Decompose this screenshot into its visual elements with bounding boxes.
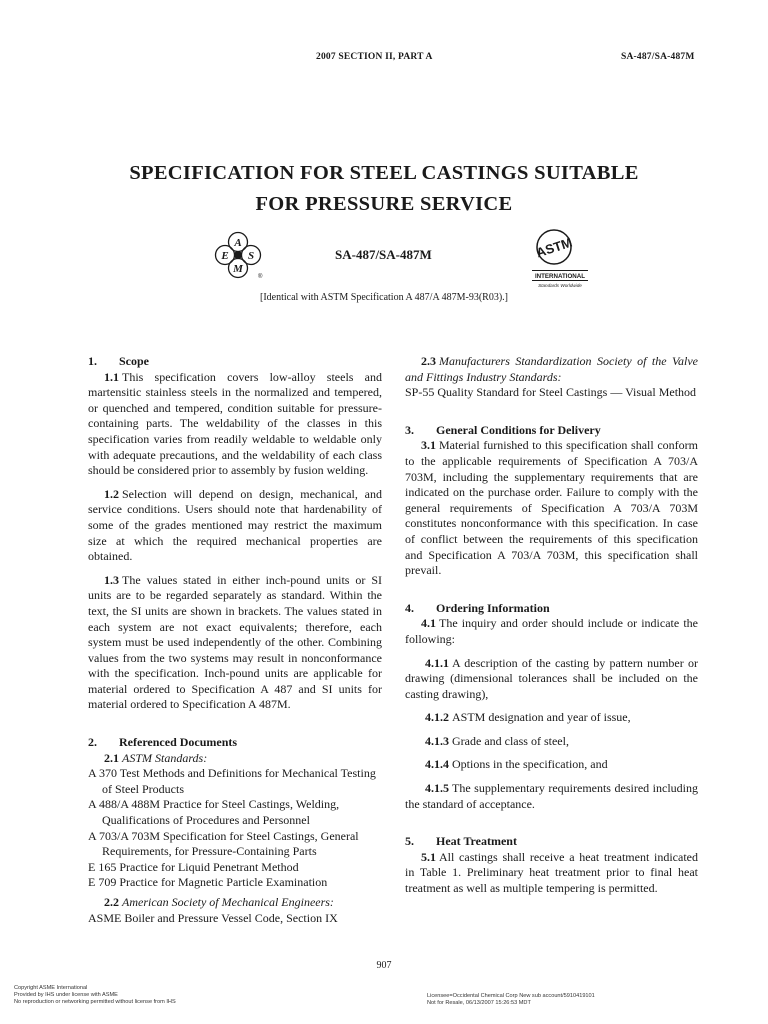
astm-wordmark: ASTM [534, 234, 574, 261]
right-column [405, 354, 698, 897]
left-column [88, 354, 382, 926]
asme-logo [212, 230, 266, 282]
reference-e165: E 165 Practice for Liquid Penetrant Method [88, 859, 299, 874]
running-header-section: 2007 SECTION II, PART A [316, 52, 433, 62]
section-heading-referenced-documents: 2. Referenced Documents [88, 735, 238, 750]
paragraph-3-1: 3.1 Material furnished to this specification shall conform to the applicable requirements of Specification A 703/A 703M, including the supplementary requirements that are indicated on the purchase order. Failure to comply with the general requirements of Specification A 703/A 703M constitutes nonconformance with this specification. In case of conflict between the requirements of this specification and Specification A 703/A 703M, this specification shall prevail. [405, 438, 698, 578]
title-line-2: FOR PRESSURE SERVICE [255, 193, 513, 215]
paragraph-2-3: 2.3 Manufacturers Standardization Society of the Valve and Fittings Industry Standards: [405, 354, 698, 384]
title-line-1: SPECIFICATION FOR STEEL CASTINGS SUITABLE [129, 162, 639, 184]
reference-a488: A 488/A 488M Practice for Steel Castings, Welding, Qualifications of Procedures and Personnel [88, 797, 340, 828]
paragraph-4-1-4: 4.1.4 Options in the specification, and [425, 757, 608, 772]
paragraph-4-1-3: 4.1.3 Grade and class of steel, [425, 733, 569, 748]
asme-letter-a: A [234, 237, 242, 249]
reference-sp55: SP-55 Quality Standard for Steel Castings — Visual Method [405, 385, 697, 400]
reference-asme-bpvc: ASME Boiler and Pressure Vessel Code, Section IX [88, 910, 338, 925]
reference-a370: A 370 Test Methods and Definitions for Mechanical Testing of Steel Products [88, 766, 376, 796]
copyright-footer: Copyright ASME International Provided by IHS under license with ASME No reproduction or networking permitted without license from IHS [14, 985, 176, 1006]
paragraph-4-1-1: 4.1.1 A description of the casting by pattern number or drawing (dimensional tolerances shall be included on the casting drawing), [405, 655, 698, 701]
page-title [0, 158, 768, 220]
paragraph-5-1: 5.1 All castings shall receive a heat treatment indicated in Table 1. Preliminary heat treatment prior to final heat treatment as well as multiple tempering is permitted. [405, 849, 698, 896]
running-header-designation: SA-487/SA-487M [621, 52, 695, 62]
paragraph-2-2: 2.2 American Society of Mechanical Engineers: [104, 895, 334, 909]
page-number: 907 [376, 960, 392, 971]
asme-letter-s: S [247, 250, 255, 262]
registered-mark: ® [258, 274, 263, 280]
section-heading-heat-treatment: 5. Heat Treatment [405, 834, 517, 849]
astm-international: INTERNATIONAL [534, 273, 586, 280]
asme-letter-m: M [233, 263, 243, 275]
section-heading-scope: 1. Scope [88, 354, 149, 368]
section-heading-ordering-information: 4. Ordering Information [405, 600, 550, 615]
licensee-footer: Licensee=Occidental Chemical Corp New sub account/5910419101 Not for Resale, 06/13/2007 15:26:53 MDT [427, 993, 595, 1007]
paragraph-4-1: 4.1 The inquiry and order should include or indicate the following: [405, 616, 698, 646]
astm-tagline: Standards Worldwide [538, 283, 582, 288]
section-heading-general-conditions: 3. General Conditions for Delivery [405, 422, 601, 437]
paragraph-1-1: 1.1 This specification covers low-alloy steels and martensitic stainless steels in the normalized and tempered, or quenched and tempered, condition suitable for pressure-containing parts. The weldability of the classes in this specification varies from readily weldable to weldable only with adequate precautions, and the weldability of each class should be considered prior to assembly by fusion welding. [88, 369, 382, 478]
paragraph-4-1-2: 4.1.2 ASTM designation and year of issue, [425, 710, 631, 725]
paragraph-1-2: 1.2 Selection will depend on design, mechanical, and service conditions. Users should note that hardenability of some of the grades mentioned may restrict the maximum size at which the required mechanical properties are obtained. [88, 486, 382, 564]
paragraph-4-1-5: 4.1.5 The supplementary requirements desired including the standard of acceptance. [405, 781, 698, 811]
designation: SA-487/SA-487M [335, 247, 432, 262]
identical-note: [Identical with ASTM Specification A 487/A 487M-93(R03).] [259, 292, 509, 303]
paragraph-2-1: 2.1 ASTM Standards: [104, 750, 208, 765]
reference-a703: A 703/A 703M Specification for Steel Castings, General Requirements, for Pressure-Containing Parts [88, 828, 359, 859]
paragraph-1-3: 1.3 The values stated in either inch-pound units or SI units are to be regarded separately as standard. Within the text, the SI units are shown in brackets. The values stated in each system are not exact equivalents; therefore, each system must be used independently of the other. Combining values from the two systems may result in nonconformance with the specification. Inch-pound units are applicable for material ordered to Specification A 487 and SI units for material ordered to Specification A 487M. [88, 572, 382, 712]
asme-letter-e: E [221, 250, 229, 262]
reference-e709: E 709 Practice for Magnetic Particle Examination [88, 875, 328, 890]
astm-logo [530, 225, 590, 291]
